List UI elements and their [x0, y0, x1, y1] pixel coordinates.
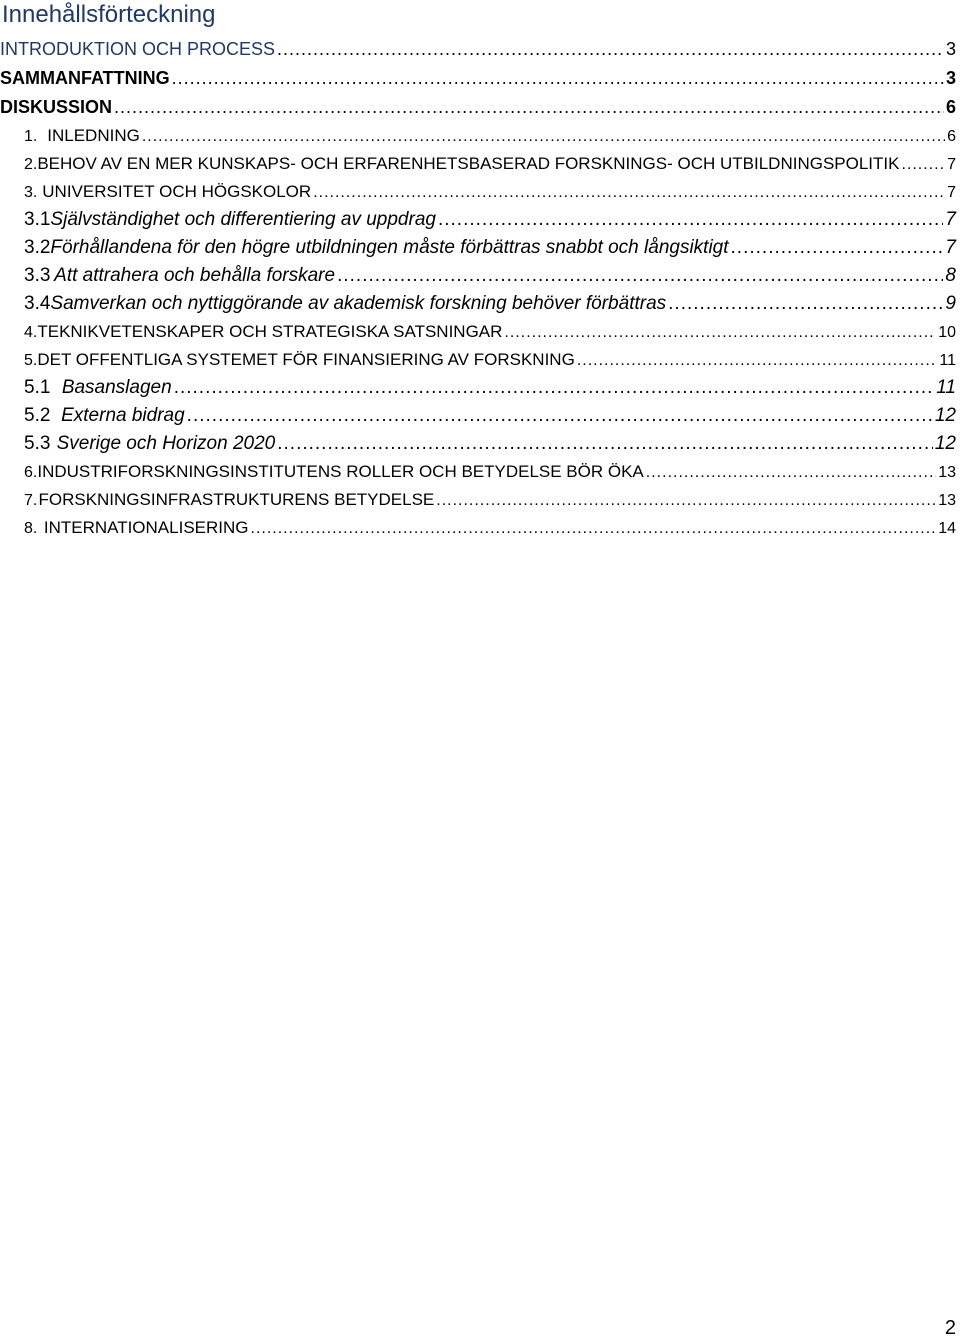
toc-entry-page: 12: [934, 433, 956, 454]
toc-entry[interactable]: [0, 402, 958, 430]
toc-entry[interactable]: [0, 430, 958, 458]
toc-entry-number: 6.: [24, 464, 38, 481]
toc-entry[interactable]: [0, 374, 958, 402]
toc-entry-page: 11: [936, 377, 956, 398]
toc-entry[interactable]: [0, 514, 958, 542]
toc-entry[interactable]: [0, 206, 958, 234]
toc-entry-page: 13: [938, 464, 956, 481]
toc-entry-page: 7: [945, 237, 956, 258]
toc-leader-dots: [114, 93, 944, 122]
toc-entry-number: 5.1: [24, 377, 51, 398]
toc-entry-number: 8.: [24, 520, 38, 537]
toc-entry-page: 3: [945, 39, 956, 59]
toc-leader-dots: [277, 35, 944, 64]
toc-entry-title: Förhållandena för den högre utbildningen måste förbättras snabbt och långsiktigt: [50, 237, 729, 258]
toc-entry[interactable]: [0, 150, 958, 178]
toc-entry-title: Att attrahera och behålla forskare: [54, 265, 336, 286]
toc-entry-page: 3: [945, 68, 956, 88]
toc-entry-page: 6: [947, 128, 956, 145]
toc-entry-number: 5.2: [24, 405, 51, 426]
toc-entry-title: SAMMANFATTNING: [0, 68, 170, 88]
toc-leader-dots: [251, 515, 937, 543]
toc-entry-title: DISKUSSION: [0, 97, 113, 117]
toc-entry-number: 3.1: [24, 209, 51, 230]
toc-leader-dots: [577, 347, 938, 375]
toc-entry-page: 9: [945, 293, 956, 314]
toc-entry-title: INDUSTRIFORSKNINGSINSTITUTENS ROLLER OCH BETYDELSE BÖR ÖKA: [37, 462, 644, 481]
page-number: 2: [944, 1317, 956, 1339]
toc-entry-page: 8: [945, 265, 956, 286]
toc-entry-page: 10: [938, 324, 956, 341]
toc-entry-number: 2.: [24, 156, 38, 173]
toc-entry-page: 14: [938, 520, 956, 537]
toc-entry-title: INTERNATIONALISERING: [43, 518, 249, 537]
toc-entry[interactable]: [0, 346, 958, 374]
toc-entry[interactable]: [0, 122, 958, 150]
toc-entry-number: 3.: [24, 184, 38, 201]
toc-entry[interactable]: [0, 35, 958, 64]
toc-entry-page: 7: [947, 156, 956, 173]
toc-entry-page: 12: [934, 405, 956, 426]
toc-leader-dots: [436, 487, 936, 515]
toc-entry-title: Samverkan och nyttiggörande av akademisk forskning behöver förbättras: [50, 293, 667, 314]
toc-entry-number: 3.4: [24, 293, 51, 314]
toc-entry-title: INLEDNING: [47, 126, 140, 145]
toc-entry-title: BEHOV AV EN MER KUNSKAPS- OCH ERFARENHETSBASERAD FORSKNINGS- OCH UTBILDNINGSPOLITIK: [37, 154, 900, 173]
toc-leader-dots: [438, 206, 943, 234]
toc-leader-dots: [142, 123, 945, 151]
toc-leader-dots: [277, 430, 933, 458]
toc-entry[interactable]: [0, 486, 958, 514]
toc-entry-page: 6: [945, 97, 956, 117]
toc-entry[interactable]: [0, 458, 958, 486]
toc-entry-page: 7: [947, 184, 956, 201]
toc-leader-dots: [731, 234, 944, 262]
toc-entry-number: 3.3: [24, 265, 51, 286]
toc-leader-dots: [313, 179, 945, 207]
toc-heading: Innehållsförteckning: [2, 1, 216, 28]
toc-entry-number: 3.2: [24, 237, 51, 258]
toc-entry-number: 1.: [24, 128, 38, 145]
toc-leader-dots: [901, 151, 945, 179]
toc-entry[interactable]: [0, 262, 958, 290]
toc-entry-title: Basanslagen: [61, 377, 172, 398]
toc-entry-title: DET OFFENTLIGA SYSTEMET FÖR FINANSIERING AV FORSKNING: [37, 350, 575, 369]
toc-entry-title: Sverige och Horizon 2020: [56, 433, 276, 454]
toc-leader-dots: [337, 262, 943, 290]
toc-entry-number: 4.: [24, 324, 38, 341]
toc-entry-title: INTRODUKTION OCH PROCESS: [0, 39, 276, 59]
toc-leader-dots: [504, 319, 936, 347]
toc-entry-number: 5.: [24, 352, 38, 369]
toc-entry[interactable]: [0, 318, 958, 346]
toc-leader-dots: [187, 402, 933, 430]
toc-leader-dots: [668, 290, 943, 318]
toc-entry[interactable]: [0, 234, 958, 262]
toc-entry-page: 7: [945, 209, 956, 230]
toc-entry-page: 11: [939, 352, 956, 369]
toc-entry-page: 13: [938, 492, 956, 509]
toc-entry-title: UNIVERSITET OCH HÖGSKOLOR: [42, 182, 312, 201]
toc-entry[interactable]: [0, 93, 958, 122]
toc-entry-number: 7.: [24, 492, 38, 509]
toc-entry-title: TEKNIKVETENSKAPER OCH STRATEGISKA SATSNINGAR: [37, 322, 503, 341]
toc-entry[interactable]: [0, 290, 958, 318]
toc-entry-number: 5.3: [24, 433, 51, 454]
toc-entry[interactable]: [0, 64, 958, 93]
toc-leader-dots: [646, 459, 936, 487]
toc-entry-title: FORSKNINGSINFRASTRUKTURENS BETYDELSE: [38, 490, 435, 509]
toc-entry-title: Externa bidrag: [61, 405, 185, 426]
toc-entry[interactable]: [0, 178, 958, 206]
toc-list: [0, 35, 958, 542]
toc-entry-title: Självständighet och differentiering av uppdrag: [50, 209, 436, 230]
toc-leader-dots: [174, 374, 935, 402]
toc-leader-dots: [172, 64, 944, 93]
